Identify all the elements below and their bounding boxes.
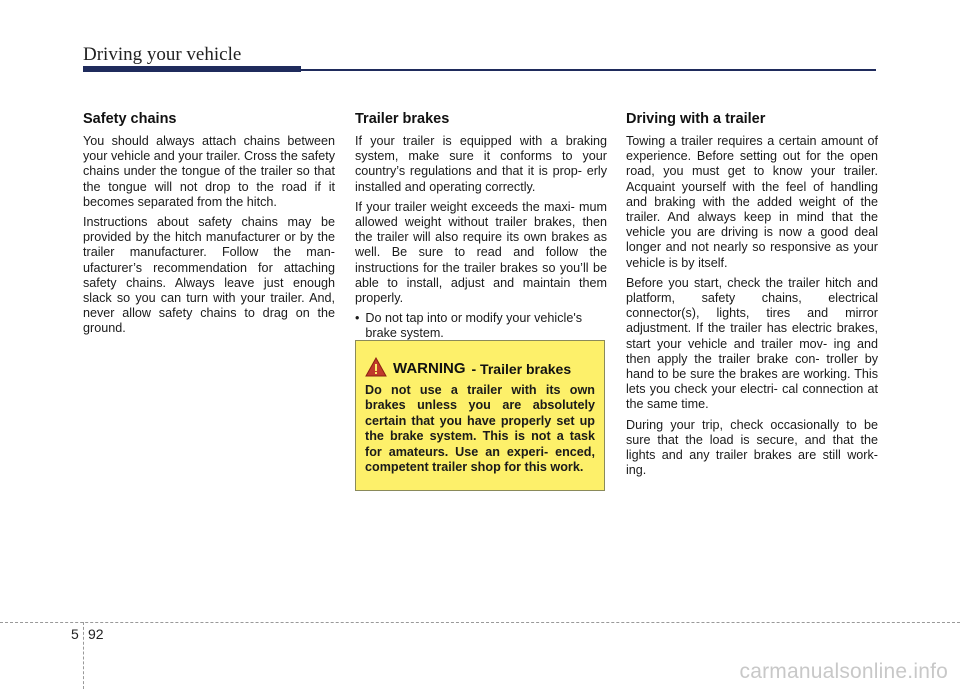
column-safety-chains [83,110,335,342]
warning-triangle-icon [365,357,387,377]
warning-box [355,340,605,491]
paragraph: Instructions about safety chains may be provided by the hitch manufacturer or by the trailer manufacturer. Follow the man- ufacturer’s recommendation for attaching safety chains. Always leave just enough slack so you can turn with your trailer. And, never allow safety chains to drag on the ground. [83,215,335,336]
paragraph: Towing a trailer requires a certain amount of experience. Before setting out for the open road, you must get to know your trailer. Acquaint yourself with the feel of handling and braking with the added weight of the trailer. And always keep in mind that the vehicle you are driving is now a good deal longer and not nearly so responsive as your vehicle is by itself. [626,134,878,270]
bullet-text: Do not tap into or modify your vehicle's brake system. [365,311,583,341]
paragraph: You should always attach chains between your vehicle and your trailer. Cross the safety chains under the tongue of the trailer so that the tongue will not drop to the road if it becomes separated from the hitch. [83,134,335,209]
header-title: Driving your vehicle [83,44,242,65]
bullet-item [355,311,607,341]
chapter-number: 5 [71,626,79,642]
watermark: carmanualsonline.info [739,660,948,683]
warning-header [365,357,595,377]
warning-label: WARNING [393,360,466,377]
paragraph: If your trailer is equipped with a braking system, make sure it conforms to your country’s regulations and that it is prop- erly installed and operating correctly. [355,134,607,194]
paragraph: Before you start, check the trailer hitch and platform, safety chains, electrical connector(s), lights, tires and mirror adjustment. If the trailer has electric brakes, start your vehicle and trailer mov- ing and then apply the trailer brake con- troller by hand to be sure the brakes are working. This lets you check your electri- cal connection at the same time. [626,275,878,412]
warning-subtitle: - Trailer brakes [471,361,572,377]
warning-text: Do not use a trailer with its own brakes unless you are absolutely certain that you have properly set up the brake system. This is not a task for amateurs. Use an experi- enced, competent trailer shop for this work. [365,383,595,475]
column-driving-with-trailer [626,110,878,483]
header-rule [301,69,876,71]
section-heading: Trailer brakes [355,111,450,127]
header-bar [83,66,301,72]
section-heading: Driving with a trailer [626,111,766,127]
bullet-icon: • [355,311,360,326]
paragraph: During your trip, check occasionally to be sure that the load is secure, and that the lights and any trailer brakes are still work- ing. [626,417,878,478]
page-number: 92 [88,626,104,642]
paragraph: If your trailer weight exceeds the maxi- mum allowed weight without trailer brakes, then the trailer will also require its own brakes as well. Be sure to read and follow the instructions for the trailer brakes so you’ll be able to install, adjust and maintain them properly. [355,199,607,306]
section-heading: Safety chains [83,111,177,127]
footer-divider [83,622,84,689]
column-trailer-brakes [355,110,607,347]
footer-rule [0,622,960,623]
